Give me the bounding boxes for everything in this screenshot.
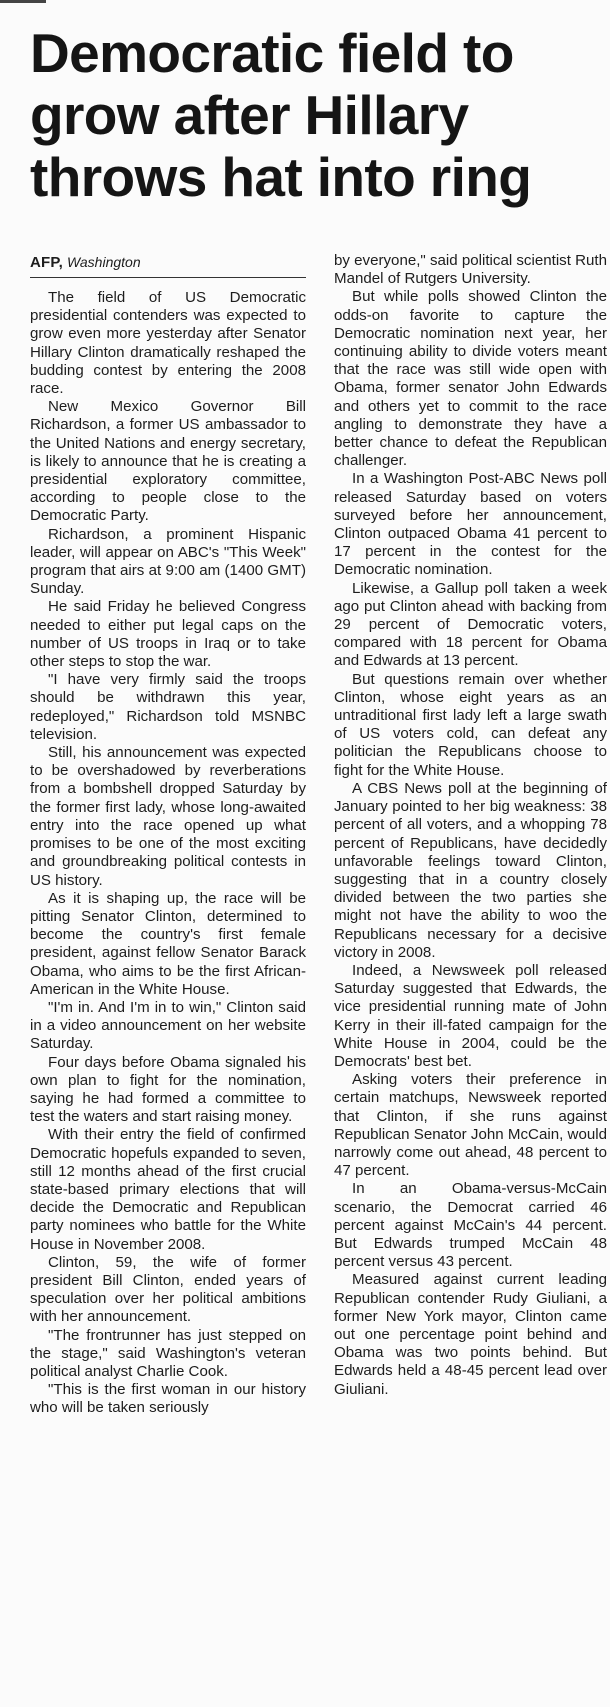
paragraph: But while polls showed Clinton the odds-on favorite to capture the Democratic nomination next year, her continuing ability to divide voters meant that the race was still wide open with Obama, former senator John Edwards and others yet to commit to the race angling to demonstrate they have a better chance to defeat the Republican challenger. [334, 288, 607, 470]
headline-line: grow after Hillary [30, 84, 469, 146]
paragraph: Measured against current leading Republican contender Rudy Giuliani, a former New York mayor, Clinton came out one percentage point behind and Obama was two points behind. But Edwards held a 48-45 percent lead over Giuliani. [334, 1271, 607, 1398]
paragraph: Asking voters their preference in certain matchups, Newsweek reported that Clinton, if she runs against Republican Senator John McCain, would narrowly come out ahead, 48 percent to 47 percent. [334, 1071, 607, 1180]
paragraph: Likewise, a Gallup poll taken a week ago put Clinton ahead with backing from 29 percent of Democratic voters, compared with 18 percent for Obama and Edwards at 13 percent. [334, 579, 607, 670]
paragraph: As it is shaping up, the race will be pitting Senator Clinton, determined to become the country's first female president, against fellow Senator Barack Obama, who aims to be the first African-American in the White House. [30, 889, 306, 998]
paragraph: In an Obama-versus-McCain scenario, the Democrat carried 46 percent against McCain's 44 percent. But Edwards trumped McCain 48 percent versus 43 percent. [334, 1180, 607, 1271]
byline-location: Washington [66, 254, 141, 270]
top-rule [0, 0, 46, 3]
paragraph: But questions remain over whether Clinton, whose eight years as an untraditional first lady left a large swath of US voters cold, can defeat any politician the Republicans choose to fight for the White House. [334, 670, 607, 779]
paragraph: "I'm in. And I'm in to win," Clinton said in a video announcement on her website Saturday. [30, 998, 306, 1053]
paragraph: Clinton, 59, the wife of former president Bill Clinton, ended years of speculation over her political ambitions with her announcement. [30, 1253, 306, 1326]
right-column [334, 252, 607, 1399]
headline [30, 22, 600, 208]
paragraph: In a Washington Post-ABC News poll released Saturday based on voters surveyed before her announcement, Clinton outpaced Obama 41 percent to 17 percent in the contest for the Democratic nomination. [334, 470, 607, 579]
paragraph: He said Friday he believed Congress needed to either put legal caps on the number of US troops in Iraq or to take other steps to stop the war. [30, 598, 306, 671]
paragraph-continuation: by everyone," said political scientist Ruth Mandel of Rutgers University. [334, 252, 607, 288]
paragraph: With their entry the field of confirmed Democratic hopefuls expanded to seven, still 12 months ahead of the first crucial state-based primary elections that will decide the Democratic and Republican party nominees who battle for the White House in November 2008. [30, 1126, 306, 1253]
paragraph: "This is the first woman in our history who will be taken seriously [30, 1381, 306, 1417]
paragraph: "The frontrunner has just stepped on the stage," said Washington's veteran political analyst Charlie Cook. [30, 1326, 306, 1380]
paragraph: Richardson, a prominent Hispanic leader, will appear on ABC's "This Week" program that airs at 9:00 am (1400 GMT) Sunday. [30, 525, 306, 598]
headline-line: throws hat into ring [30, 146, 532, 208]
left-column [30, 254, 306, 1418]
paragraph: Four days before Obama signaled his own plan to fight for the nomination, saying he had formed a committee to test the waters and start raising money. [30, 1053, 306, 1126]
paragraph: A CBS News poll at the beginning of January pointed to her big weakness: 38 percent of all voters, and a whopping 78 percent of Republicans, have decidedly unfavorable feelings toward Clinton, suggesting that in a country closely divided between the two parties she might not have the ability to woo the Republicans necessary for a decisive victory in 2008. [334, 779, 607, 961]
paragraph: New Mexico Governor Bill Richardson, a former US ambassador to the United Nations and energy secretary, is likely to announce that he is creating a presidential exploratory committee, according to people close to the Democratic Party. [30, 398, 306, 525]
headline-line: Democratic field to [30, 22, 514, 84]
paragraph: The field of US Democratic presidential contenders was expected to grow even more yesterday after Senator Hillary Clinton dramatically reshaped the budding contest by entering the 2008 race. [30, 289, 306, 398]
dateline [30, 254, 306, 278]
paragraph: Still, his announcement was expected to be overshadowed by reverberations from a bombshell dropped Saturday by the former first lady, whose long-awaited entry into the race opened up what promises to be one of the most exciting and groundbreaking political contests in US history. [30, 744, 306, 889]
paragraph: "I have very firmly said the troops should be withdrawn this year, redeployed," Richardson told MSNBC television. [30, 671, 306, 743]
byline-source: AFP, [30, 254, 64, 271]
paragraph: Indeed, a Newsweek poll released Saturday suggested that Edwards, the vice presidential running mate of John Kerry in their ill-fated campaign for the White House in 2004, could be the Democrats' best bet. [334, 961, 607, 1070]
